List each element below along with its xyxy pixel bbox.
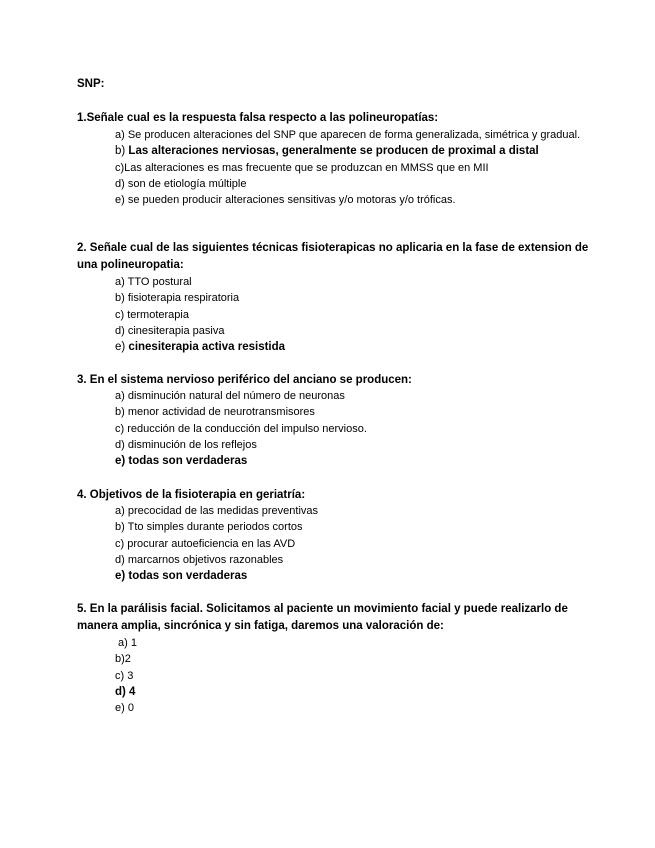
option-answer-text: cinesiterapia activa resistida — [128, 341, 286, 354]
question-2-option-c: c) termoterapia — [115, 308, 189, 321]
question-3-option-c: c) reducción de la conducción del impulso nervioso. — [115, 422, 367, 435]
question-2-option-d: d) cinesiterapia pasiva — [115, 324, 225, 337]
question-1-option-e: e) se pueden producir alteraciones sensitivas y/o motoras y/o tróficas. — [115, 194, 456, 207]
question-5-option-b: b)2 — [115, 653, 131, 666]
question-4-text: 4. Objetivos de la fisioterapia en geriatría: — [77, 489, 306, 501]
question-2-option-e — [115, 339, 595, 355]
question-3-option-a: a) disminución natural del número de neuronas — [115, 390, 345, 402]
question-1-option-d: d) son de etiología múltiple — [115, 177, 247, 190]
question-5-text: 5. En la parálisis facial. Solicitamos al paciente un movimiento facial y puede realizarlo de manera amplia, sincrónica y sin fatiga, daremos una valoración de: — [77, 603, 568, 632]
question-1-text: 1.Señale cual es la respuesta falsa respecto a las polineuropatías: — [77, 112, 439, 124]
question-3-text: 3. En el sistema nervioso periférico del anciano se producen: — [77, 374, 412, 386]
question-1-option-c: c)Las alteraciones es mas frecuente que se produzcan en MMSS que en MII — [115, 161, 489, 174]
question-5-option-e: e) 0 — [115, 702, 134, 715]
question-2-options — [115, 274, 595, 355]
question-4-option-c: c) procurar autoeficiencia en las AVD — [115, 537, 296, 550]
question-2-option-a: a) TTO postural — [115, 276, 192, 288]
question-3-option-e: e) todas son verdaderas — [115, 455, 248, 468]
option-answer-text: Las alteraciones nerviosas, generalmente se producen de proximal a distal — [128, 145, 539, 158]
question-4-option-b: b) Tto simples durante periodos cortos — [115, 521, 303, 534]
question-3-option-d: d) disminución de los reflejos — [115, 438, 257, 451]
question-2-text: 2. Señale cual de las siguientes técnicas fisioterapicas no aplicaria en la fase de extension de una polineuropatia: — [77, 242, 589, 271]
option-letter: e) — [115, 341, 129, 354]
question-1-option-b — [115, 143, 595, 159]
question-1-option-a: a) Se producen alteraciones del SNP que aparecen de forma generalizada, simétrica y gradual. — [115, 129, 581, 141]
question-5-options — [115, 635, 595, 716]
question-5-option-d: d) 4 — [115, 685, 136, 698]
question-5-option-a: a) 1 — [115, 637, 138, 649]
question-3-options — [115, 388, 595, 469]
question-4-option-e: e) todas son verdaderas — [115, 570, 248, 583]
question-4-option-a: a) precocidad de las medidas preventivas — [115, 505, 319, 517]
question-2-option-b: b) fisioterapia respiratoria — [115, 292, 240, 305]
option-letter: b) — [115, 145, 129, 158]
question-4-option-d: d) marcarnos objetivos razonables — [115, 553, 284, 566]
question-5-option-c: c) 3 — [115, 669, 134, 682]
document-title: SNP: — [77, 78, 105, 90]
question-3-option-b: b) menor actividad de neurotransmisores — [115, 406, 315, 419]
question-1-options — [115, 127, 595, 208]
question-4-options — [115, 503, 595, 584]
